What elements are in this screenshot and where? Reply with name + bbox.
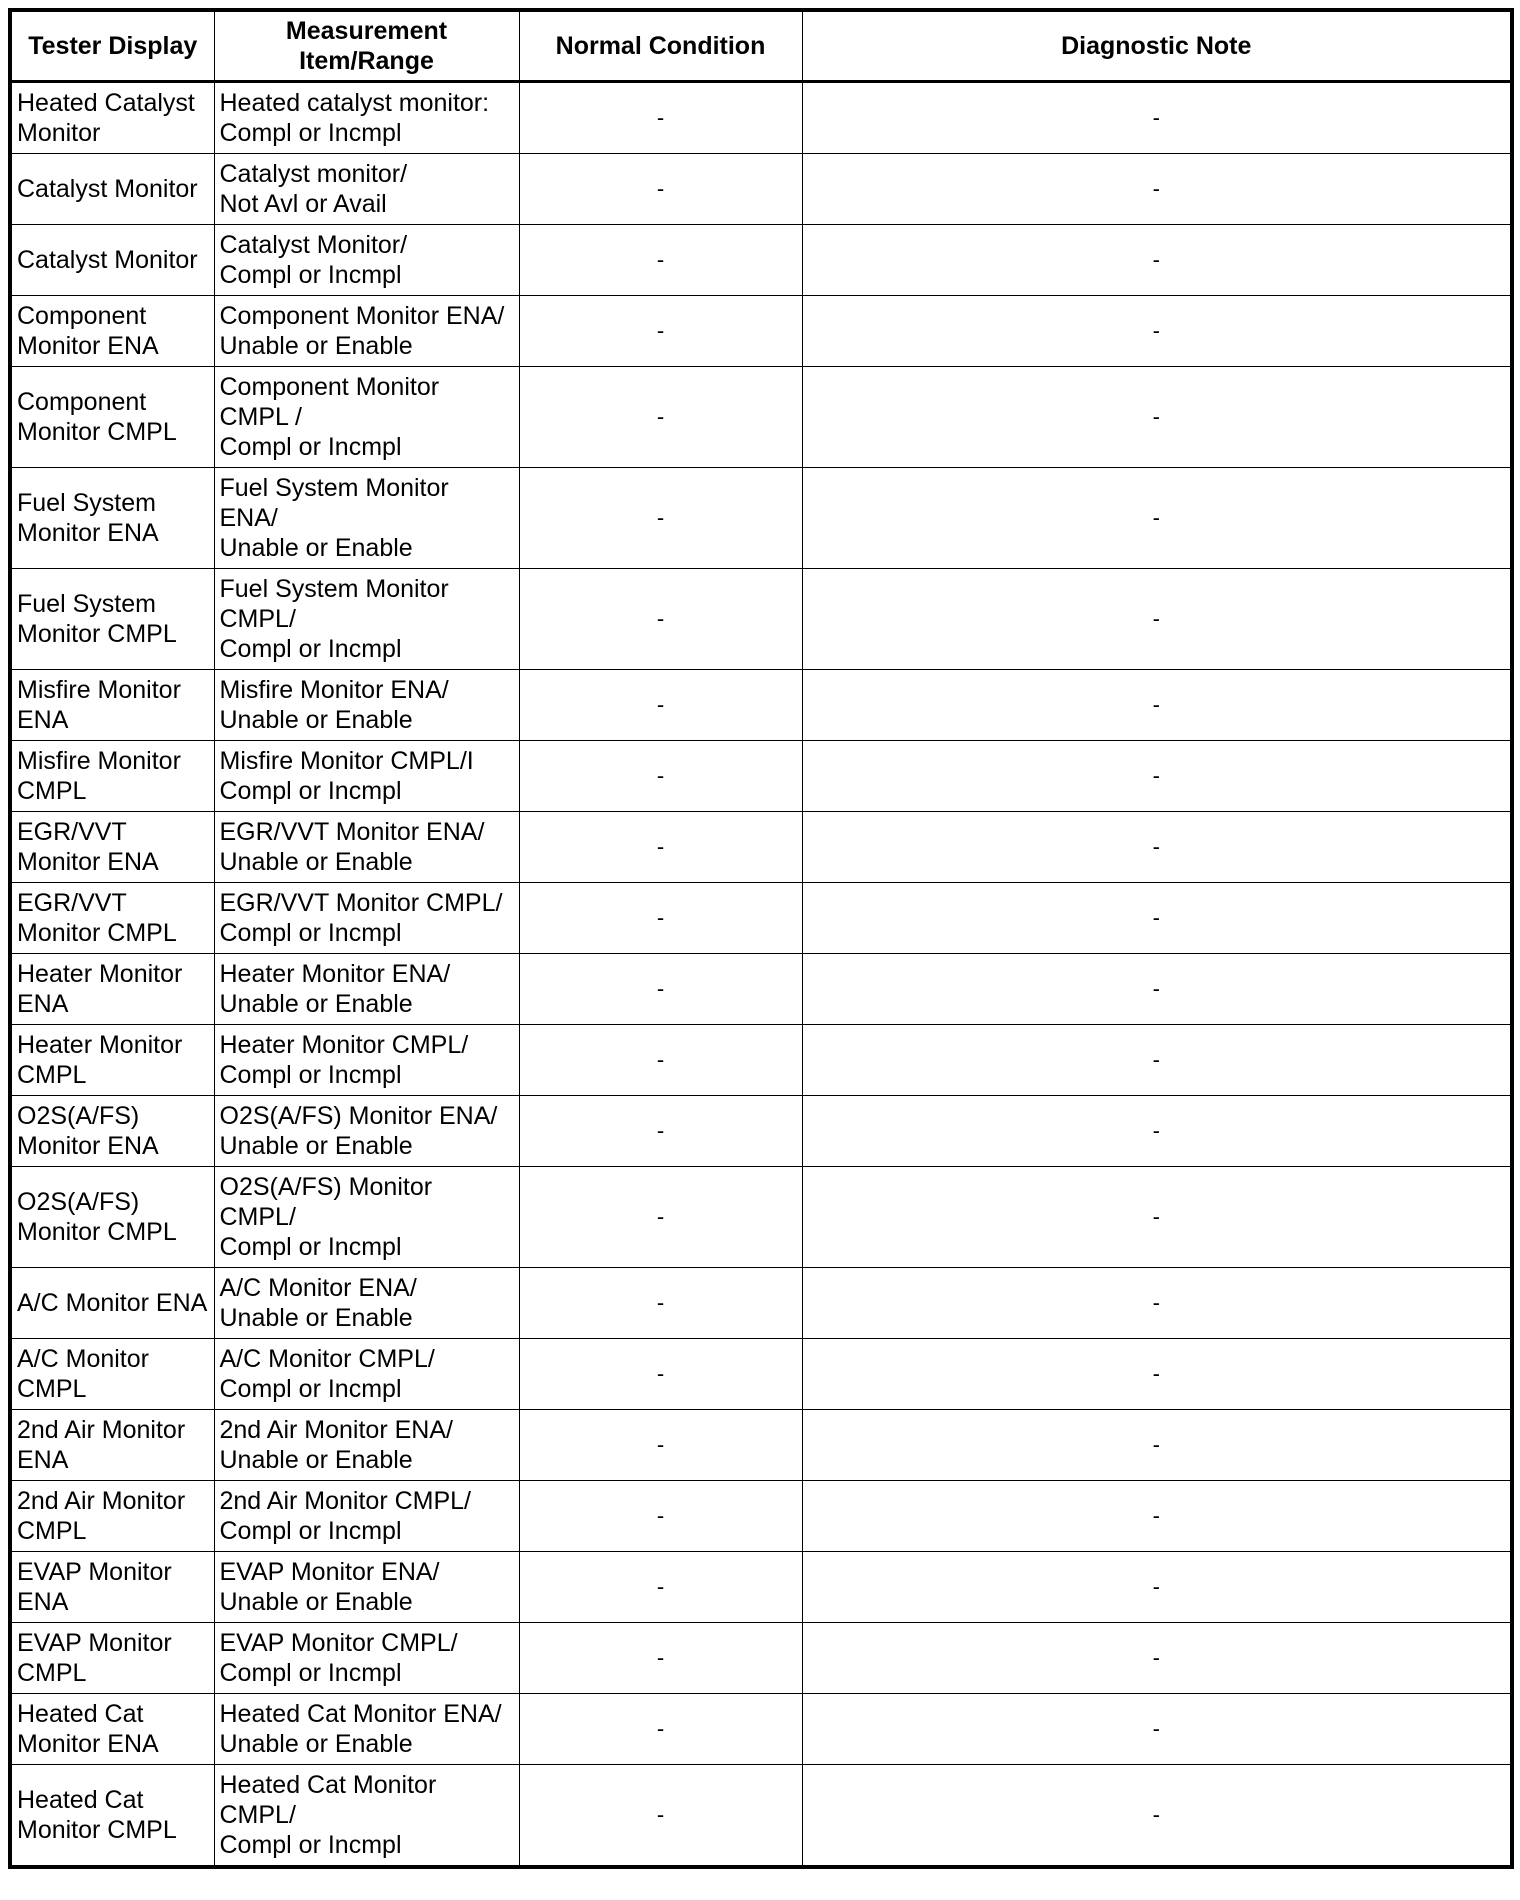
- cell-tester-display: EGR/VVT Monitor CMPL: [10, 883, 214, 954]
- table-body: [10, 82, 1512, 1868]
- cell-tester-display: Heater Monitor CMPL: [10, 1025, 214, 1096]
- cell-diagnostic-note: -: [802, 154, 1512, 225]
- cell-measurement-range: Heated Cat Monitor ENA/ Unable or Enable: [214, 1694, 519, 1765]
- table-row: [10, 812, 1512, 883]
- cell-tester-display: A/C Monitor ENA: [10, 1268, 214, 1339]
- cell-tester-display: Misfire Monitor CMPL: [10, 741, 214, 812]
- cell-normal-condition: -: [519, 82, 802, 154]
- cell-tester-display: Component Monitor CMPL: [10, 367, 214, 468]
- cell-diagnostic-note: -: [802, 1339, 1512, 1410]
- table-row: [10, 1694, 1512, 1765]
- cell-diagnostic-note: -: [802, 225, 1512, 296]
- cell-measurement-range: Misfire Monitor CMPL/I Compl or Incmpl: [214, 741, 519, 812]
- header-row: [10, 10, 1512, 82]
- cell-diagnostic-note: -: [802, 1268, 1512, 1339]
- table-row: [10, 1765, 1512, 1868]
- cell-measurement-range: A/C Monitor CMPL/ Compl or Incmpl: [214, 1339, 519, 1410]
- cell-measurement-range: Fuel System Monitor ENA/ Unable or Enable: [214, 468, 519, 569]
- cell-diagnostic-note: -: [802, 812, 1512, 883]
- cell-diagnostic-note: -: [802, 670, 1512, 741]
- cell-diagnostic-note: -: [802, 367, 1512, 468]
- cell-diagnostic-note: -: [802, 296, 1512, 367]
- cell-tester-display: Fuel System Monitor CMPL: [10, 569, 214, 670]
- table-row: [10, 468, 1512, 569]
- cell-measurement-range: O2S(A/FS) Monitor ENA/ Unable or Enable: [214, 1096, 519, 1167]
- cell-normal-condition: -: [519, 812, 802, 883]
- table-row: [10, 1552, 1512, 1623]
- cell-measurement-range: EVAP Monitor CMPL/ Compl or Incmpl: [214, 1623, 519, 1694]
- cell-normal-condition: -: [519, 1268, 802, 1339]
- cell-measurement-range: EGR/VVT Monitor ENA/ Unable or Enable: [214, 812, 519, 883]
- table-row: [10, 82, 1512, 154]
- cell-diagnostic-note: -: [802, 82, 1512, 154]
- table-row: [10, 1096, 1512, 1167]
- cell-diagnostic-note: -: [802, 1552, 1512, 1623]
- table-row: [10, 954, 1512, 1025]
- header-tester-display: Tester Display: [10, 10, 214, 82]
- table-row: [10, 1167, 1512, 1268]
- cell-tester-display: Component Monitor ENA: [10, 296, 214, 367]
- cell-normal-condition: -: [519, 569, 802, 670]
- cell-measurement-range: Heated Cat Monitor CMPL/ Compl or Incmpl: [214, 1765, 519, 1868]
- cell-measurement-range: Catalyst monitor/ Not Avl or Avail: [214, 154, 519, 225]
- cell-diagnostic-note: -: [802, 569, 1512, 670]
- cell-normal-condition: -: [519, 1410, 802, 1481]
- cell-measurement-range: O2S(A/FS) Monitor CMPL/ Compl or Incmpl: [214, 1167, 519, 1268]
- cell-normal-condition: -: [519, 1552, 802, 1623]
- cell-diagnostic-note: -: [802, 883, 1512, 954]
- cell-measurement-range: Heated catalyst monitor: Compl or Incmpl: [214, 82, 519, 154]
- cell-normal-condition: -: [519, 670, 802, 741]
- cell-tester-display: EGR/VVT Monitor ENA: [10, 812, 214, 883]
- cell-tester-display: EVAP Monitor CMPL: [10, 1623, 214, 1694]
- table-row: [10, 1025, 1512, 1096]
- cell-normal-condition: -: [519, 154, 802, 225]
- cell-tester-display: EVAP Monitor ENA: [10, 1552, 214, 1623]
- cell-measurement-range: A/C Monitor ENA/ Unable or Enable: [214, 1268, 519, 1339]
- cell-normal-condition: -: [519, 1096, 802, 1167]
- table-row: [10, 569, 1512, 670]
- cell-measurement-range: 2nd Air Monitor CMPL/ Compl or Incmpl: [214, 1481, 519, 1552]
- header-diagnostic-note: Diagnostic Note: [802, 10, 1512, 82]
- cell-diagnostic-note: -: [802, 1025, 1512, 1096]
- cell-tester-display: Catalyst Monitor: [10, 154, 214, 225]
- cell-normal-condition: -: [519, 367, 802, 468]
- cell-tester-display: O2S(A/FS) Monitor ENA: [10, 1096, 214, 1167]
- table-row: [10, 670, 1512, 741]
- cell-diagnostic-note: -: [802, 1765, 1512, 1868]
- cell-tester-display: 2nd Air Monitor ENA: [10, 1410, 214, 1481]
- table-row: [10, 1481, 1512, 1552]
- cell-measurement-range: 2nd Air Monitor ENA/ Unable or Enable: [214, 1410, 519, 1481]
- table-row: [10, 1339, 1512, 1410]
- cell-tester-display: Heater Monitor ENA: [10, 954, 214, 1025]
- cell-tester-display: Heated Cat Monitor ENA: [10, 1694, 214, 1765]
- cell-tester-display: A/C Monitor CMPL: [10, 1339, 214, 1410]
- cell-diagnostic-note: -: [802, 1167, 1512, 1268]
- cell-diagnostic-note: -: [802, 468, 1512, 569]
- cell-diagnostic-note: -: [802, 1694, 1512, 1765]
- table-row: [10, 154, 1512, 225]
- cell-diagnostic-note: -: [802, 1481, 1512, 1552]
- table-row: [10, 1268, 1512, 1339]
- cell-normal-condition: -: [519, 1765, 802, 1868]
- cell-normal-condition: -: [519, 1167, 802, 1268]
- cell-tester-display: Heated Cat Monitor CMPL: [10, 1765, 214, 1868]
- cell-measurement-range: Component Monitor ENA/ Unable or Enable: [214, 296, 519, 367]
- cell-tester-display: 2nd Air Monitor CMPL: [10, 1481, 214, 1552]
- cell-measurement-range: EVAP Monitor ENA/ Unable or Enable: [214, 1552, 519, 1623]
- cell-diagnostic-note: -: [802, 1623, 1512, 1694]
- diagnostic-table: [8, 8, 1514, 1869]
- cell-diagnostic-note: -: [802, 741, 1512, 812]
- table-row: [10, 296, 1512, 367]
- cell-tester-display: Misfire Monitor ENA: [10, 670, 214, 741]
- cell-tester-display: Fuel System Monitor ENA: [10, 468, 214, 569]
- cell-normal-condition: -: [519, 883, 802, 954]
- cell-measurement-range: Heater Monitor ENA/ Unable or Enable: [214, 954, 519, 1025]
- cell-diagnostic-note: -: [802, 1096, 1512, 1167]
- table-row: [10, 1623, 1512, 1694]
- header-normal-condition: Normal Condition: [519, 10, 802, 82]
- cell-measurement-range: Fuel System Monitor CMPL/ Compl or Incmpl: [214, 569, 519, 670]
- cell-measurement-range: Heater Monitor CMPL/ Compl or Incmpl: [214, 1025, 519, 1096]
- cell-normal-condition: -: [519, 1339, 802, 1410]
- cell-measurement-range: Catalyst Monitor/ Compl or Incmpl: [214, 225, 519, 296]
- cell-normal-condition: -: [519, 1481, 802, 1552]
- table-row: [10, 883, 1512, 954]
- table-header: [10, 10, 1512, 82]
- cell-tester-display: Catalyst Monitor: [10, 225, 214, 296]
- cell-normal-condition: -: [519, 468, 802, 569]
- table-row: [10, 367, 1512, 468]
- cell-normal-condition: -: [519, 1623, 802, 1694]
- cell-diagnostic-note: -: [802, 1410, 1512, 1481]
- table-row: [10, 1410, 1512, 1481]
- cell-measurement-range: EGR/VVT Monitor CMPL/ Compl or Incmpl: [214, 883, 519, 954]
- cell-normal-condition: -: [519, 954, 802, 1025]
- table-row: [10, 741, 1512, 812]
- table-wrapper: [8, 8, 1514, 1869]
- table-row: [10, 225, 1512, 296]
- cell-normal-condition: -: [519, 225, 802, 296]
- cell-normal-condition: -: [519, 1025, 802, 1096]
- cell-measurement-range: Component Monitor CMPL / Compl or Incmpl: [214, 367, 519, 468]
- cell-diagnostic-note: -: [802, 954, 1512, 1025]
- cell-normal-condition: -: [519, 741, 802, 812]
- cell-normal-condition: -: [519, 296, 802, 367]
- cell-tester-display: O2S(A/FS) Monitor CMPL: [10, 1167, 214, 1268]
- cell-tester-display: Heated Catalyst Monitor: [10, 82, 214, 154]
- cell-measurement-range: Misfire Monitor ENA/ Unable or Enable: [214, 670, 519, 741]
- cell-normal-condition: -: [519, 1694, 802, 1765]
- header-measurement-item-range: Measurement Item/Range: [214, 10, 519, 82]
